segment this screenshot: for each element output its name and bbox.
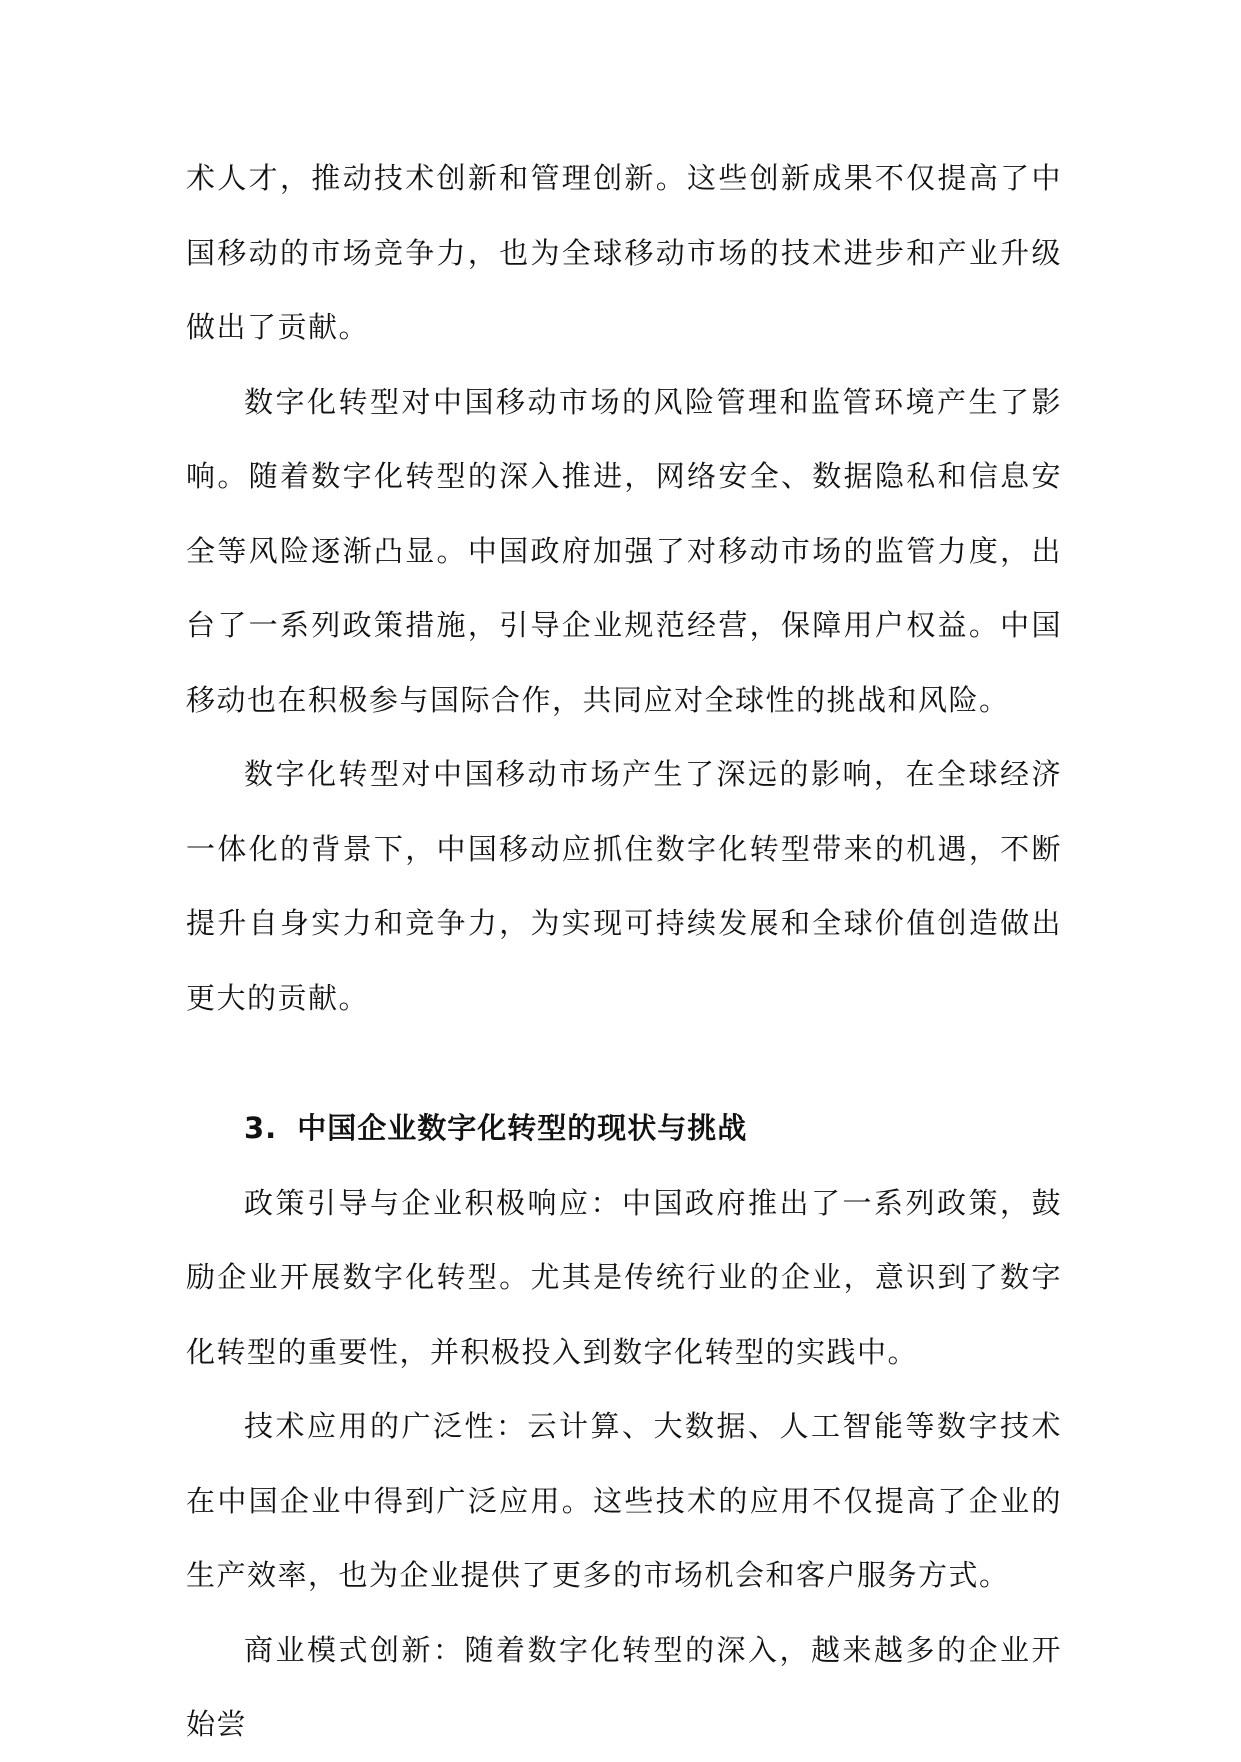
section-title: 中国企业数字化转型的现状与挑战 — [297, 1111, 748, 1145]
section-number: 3. — [244, 1111, 278, 1145]
paragraph-technology-application: 技术应用的广泛性：云计算、大数据、人工智能等数字技术在中国企业中得到广泛应用。这些技术的应用不仅提高了企业的生产效率，也为企业提供了更多的市场机会和客户服务方式。 — [186, 1409, 1062, 1592]
paragraph-risk-regulation: 数字化转型对中国移动市场的风险管理和监管环境产生了影响。随着数字化转型的深入推进，网络安全、数据隐私和信息安全等风险逐渐凸显。中国政府加强了对移动市场的监管力度，出台了一系列政策措施，引导企业规范经营，保障用户权益。中国移动也在积极参与国际合作，共同应对全球性的挑战和风险。 — [186, 384, 1062, 717]
paragraph-policy-guidance: 政策引导与企业积极响应：中国政府推出了一系列政策，鼓励企业开展数字化转型。尤其是传统行业的企业，意识到了数字化转型的重要性，并积极投入到数字化转型的实践中。 — [186, 1185, 1062, 1369]
section-heading — [186, 1091, 1062, 1166]
paragraph-business-model: 商业模式创新：随着数字化转型的深入，越来越多的企业开始尝 — [186, 1632, 1062, 1741]
paragraph-impact-summary: 数字化转型对中国移动市场产生了深远的影响，在全球经济一体化的背景下，中国移动应抓住数字化转型带来的机遇，不断提升自身实力和竞争力，为实现可持续发展和全球价值创造做出更大的贡献。 — [186, 757, 1062, 1015]
paragraph-continuation: 术人才，推动技术创新和管理创新。这些创新成果不仅提高了中国移动的市场竞争力，也为全球移动市场的技术进步和产业升级做出了贡献。 — [186, 161, 1062, 344]
document-body — [186, 141, 1062, 1762]
